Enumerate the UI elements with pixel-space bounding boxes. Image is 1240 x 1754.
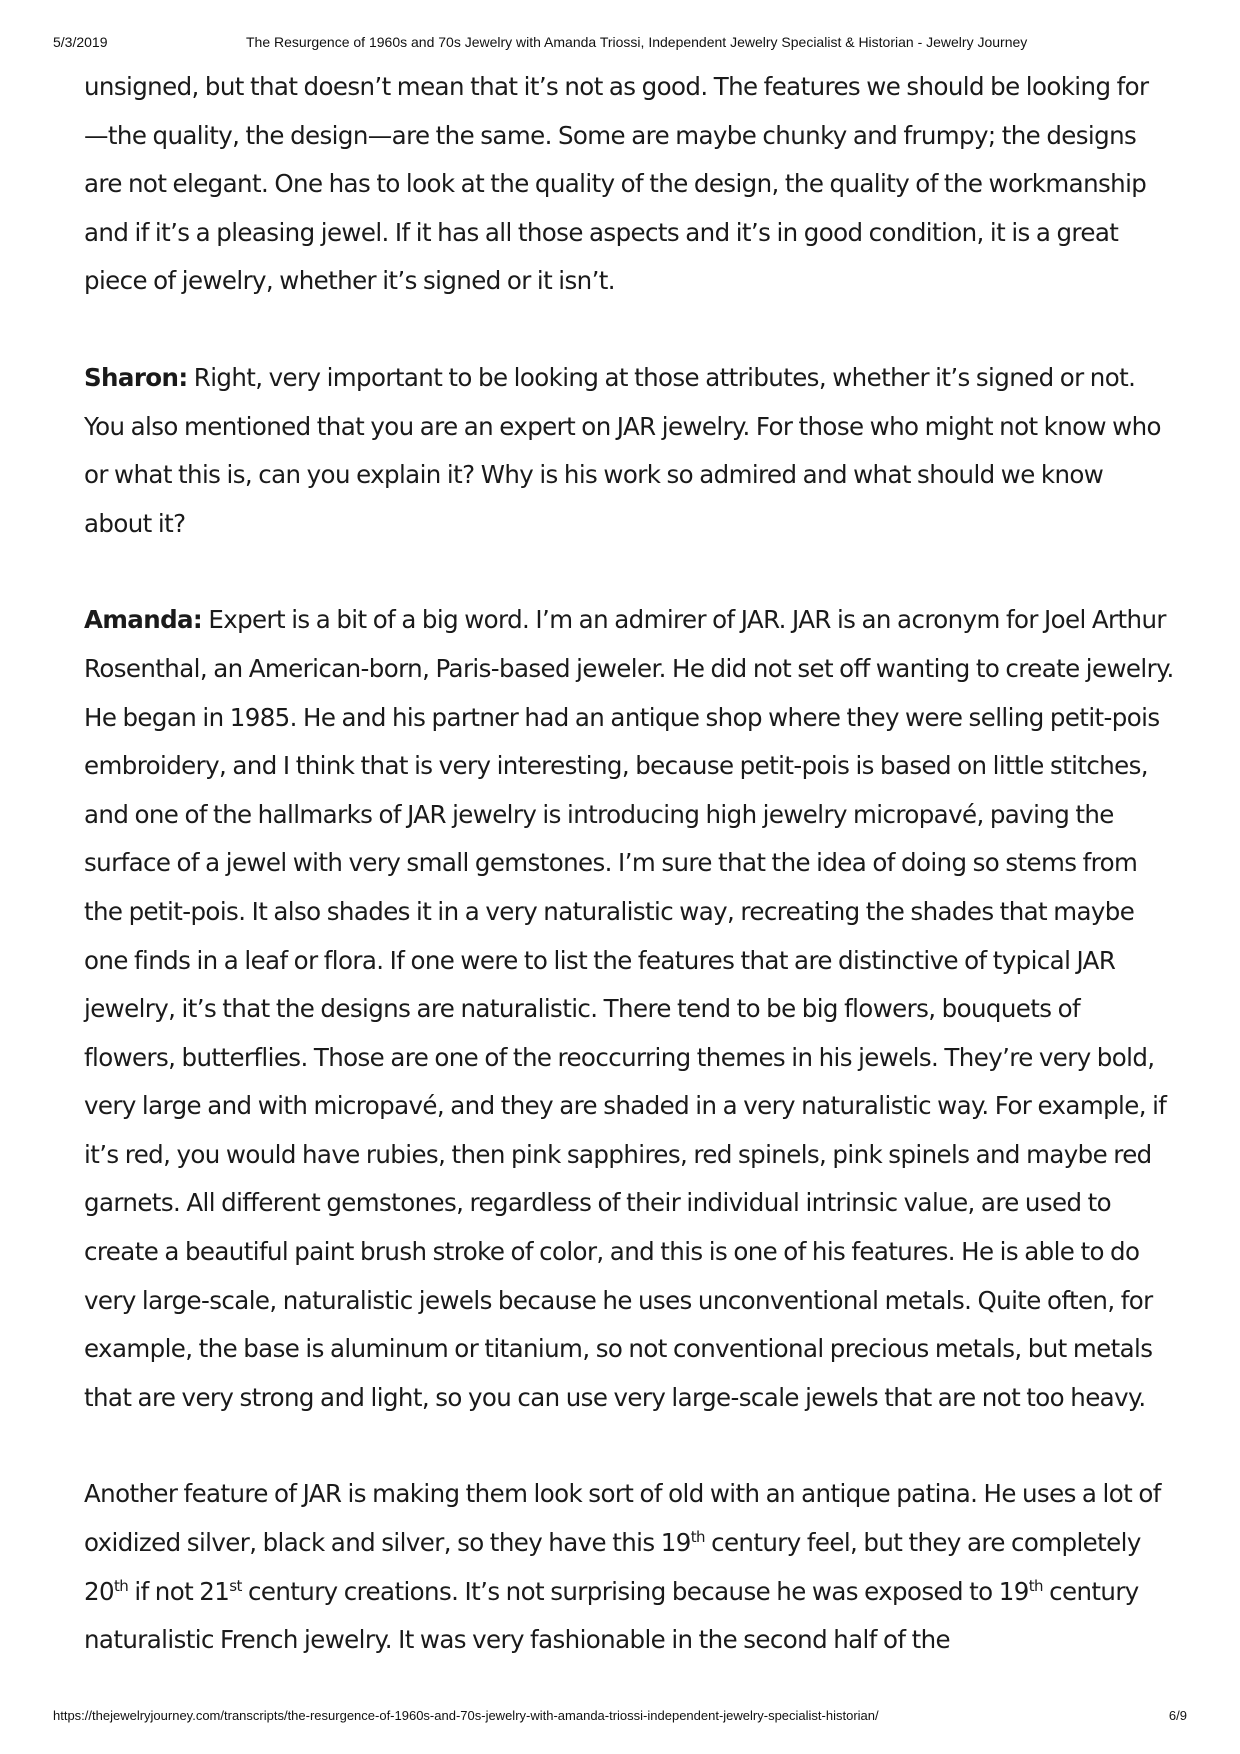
text-segment: century naturalistic French jewelry. It was very fashionable in the second half of the (84, 1576, 1139, 1655)
ordinal-suffix: th (1028, 1576, 1043, 1595)
print-page-title: The Resurgence of 1960s and 70s Jewelry with Amanda Triossi, Independent Jewelry Specialist & Historian - Jewelry Journey (246, 34, 1028, 50)
speaker-label-amanda: Amanda: (84, 605, 203, 635)
page-url: https://thejewelryjourney.com/transcripts/the-resurgence-of-1960s-and-70s-jewelry-with-amanda-triossi-independent-jewelry-specialist-historian/ (53, 1708, 879, 1723)
text-segment: century feel, but they are completely 20 (84, 1528, 1141, 1606)
paragraph-text: Expert is a bit of a big word. I’m an admirer of JAR. JAR is an acronym for Joel Arthur Rosenthal, an American-born, Paris-based jeweler. He did not set off wanting to create jewelry. He began in 1985. He and his partner had an antique shop where they were selling petit-pois embroidery, and I think that is very interesting, because petit-pois is based on little stitches, and one of the hallmarks of JAR jewelry is introducing high jewelry micropavé, paving the surface of a jewel with very small gemstones. I’m sure that the idea of doing so stems from the petit-pois. It also shades it in a very naturalistic way, recreating the shades that maybe one finds in a leaf or flora. If one were to list the features that are distinctive of typical JAR jewelry, it’s that the designs are naturalistic. There tend to be big flowers, bouquets of flowers, butterflies. Those are one of the reoccurring themes in his jewels. They’re very bold, very large and with micropavé, and they are shaded in a very naturalistic way. For example, if it’s red, you would have rubies, then pink sapphires, red spinels, pink spinels and maybe red garnets. All different gemstones, regardless of their individual intrinsic value, are used to create a beautiful paint brush stroke of color, and this is one of his features. He is able to do very large-scale, naturalistic jewels because he uses unconventional metals. Quite often, for example, the base is aluminum or titanium, so not conventional precious metals, but metals that are very strong and light, so you can use very large-scale jewels that are not too heavy. (84, 605, 1174, 1412)
paragraph-amanda (84, 596, 1174, 1422)
text-segment: century creations. It’s not surprising because he was exposed to 19 (241, 1576, 1029, 1606)
text-segment: Another feature of JAR is making them look sort of old with an antique patina. He uses a lot of oxidized silver, black and silver, so they have this 19 (84, 1479, 1161, 1558)
ordinal-suffix: st (229, 1576, 242, 1595)
speaker-label-sharon: Sharon: (84, 362, 188, 392)
text-segment: if not 21 (128, 1576, 230, 1606)
paragraph-text: Right, very important to be looking at those attributes, whether it’s signed or not. You also mentioned that you are an expert on JAR jewelry. For those who might not know who or what this is, can you explain it? Why is his work so admired and what should we know about it? (84, 362, 1161, 538)
ordinal-suffix: th (113, 1576, 129, 1595)
ordinal-suffix: th (690, 1527, 705, 1546)
paragraph-jar-features (84, 1470, 1174, 1664)
print-footer (53, 1708, 1187, 1728)
page-number: 6/9 (1168, 1708, 1187, 1723)
print-header (53, 34, 1187, 54)
article-body (84, 63, 1174, 1665)
paragraph-continuation: unsigned, but that doesn’t mean that it’s not as good. The features we should be looking for —the quality, the design—are the same. Some are maybe chunky and frumpy; the designs are not elegant. One has to look at the quality of the design, the quality of the workmanship and if it’s a pleasing jewel. If it has all those aspects and it’s in good condition, it is a great piece of jewelry, whether it’s signed or it isn’t. (84, 72, 1149, 296)
print-date: 5/3/2019 (53, 34, 108, 50)
paragraph-sharon (84, 354, 1174, 548)
